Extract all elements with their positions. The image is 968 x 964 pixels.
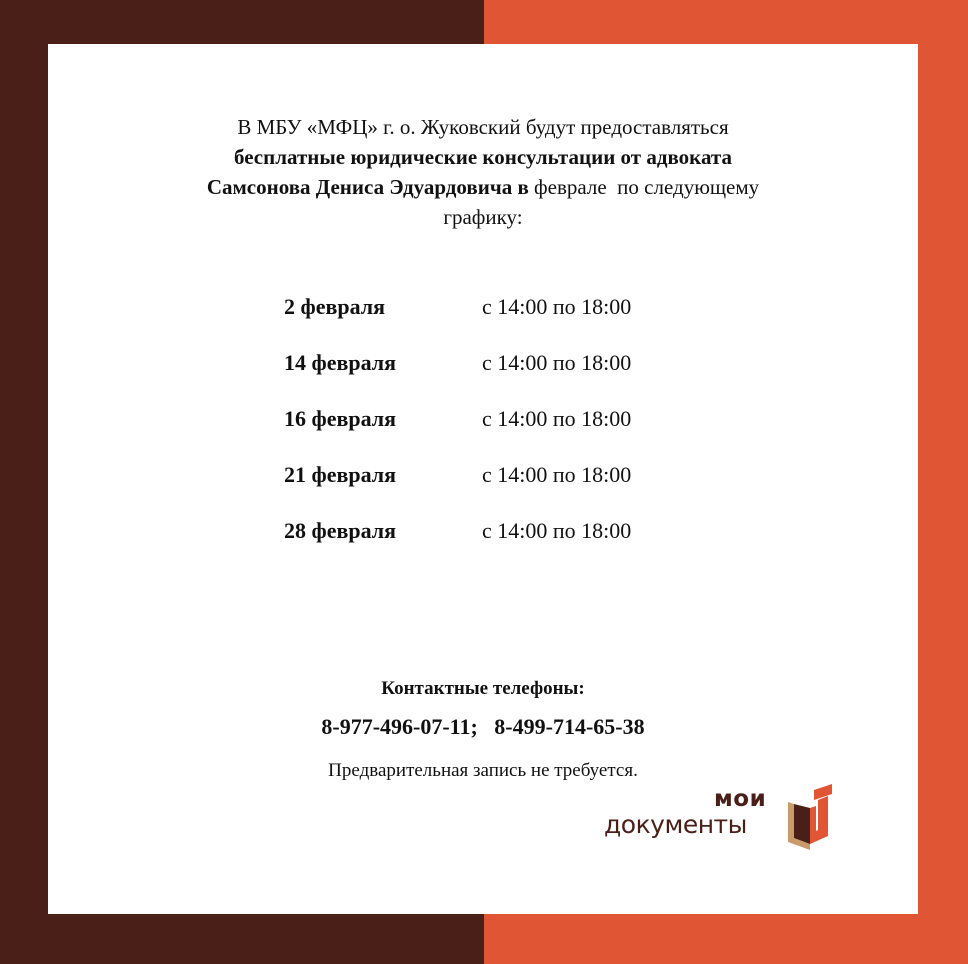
- schedule-row: [48, 462, 918, 492]
- schedule-time: с 14:00 по 18:00: [482, 406, 632, 431]
- schedule-date: 21 февраля: [284, 462, 397, 487]
- schedule-date: 28 февраля: [284, 518, 397, 543]
- schedule-time: с 14:00 по 18:00: [482, 350, 632, 375]
- logo-word-moi: мои: [714, 786, 767, 812]
- contact-phones: 8-977-496-07-11; 8-499-714-65-38: [321, 714, 645, 739]
- intro-line-2: бесплатные юридические консультации от адвоката: [234, 145, 732, 169]
- schedule-date: 2 февраля: [284, 294, 386, 319]
- intro-text: [48, 112, 918, 232]
- moi-dokumenty-logo-icon: [784, 784, 836, 850]
- schedule-row: [48, 406, 918, 436]
- contacts-title: Контактные телефоны:: [381, 678, 585, 699]
- schedule-time: с 14:00 по 18:00: [482, 518, 632, 543]
- schedule-time: с 14:00 по 18:00: [482, 294, 632, 319]
- schedule-date: 14 февраля: [284, 350, 397, 375]
- schedule-row: [48, 294, 918, 324]
- no-appointment-note: Предварительная запись не требуется.: [328, 760, 638, 781]
- schedule-row: [48, 518, 918, 548]
- moi-dokumenty-logo: [604, 784, 844, 854]
- intro-line-3: Самсонова Дениса Эдуардовича в феврале по следующему: [206, 175, 760, 199]
- announcement-card: [48, 44, 918, 914]
- intro-line-4: графику:: [443, 205, 523, 229]
- intro-line-1: В МБУ «МФЦ» г. о. Жуковский будут предоставляться: [237, 115, 729, 139]
- schedule-time: с 14:00 по 18:00: [482, 462, 632, 487]
- logo-word-dokumenty: документы: [604, 810, 747, 839]
- schedule-date: 16 февраля: [284, 406, 397, 431]
- schedule-row: [48, 350, 918, 380]
